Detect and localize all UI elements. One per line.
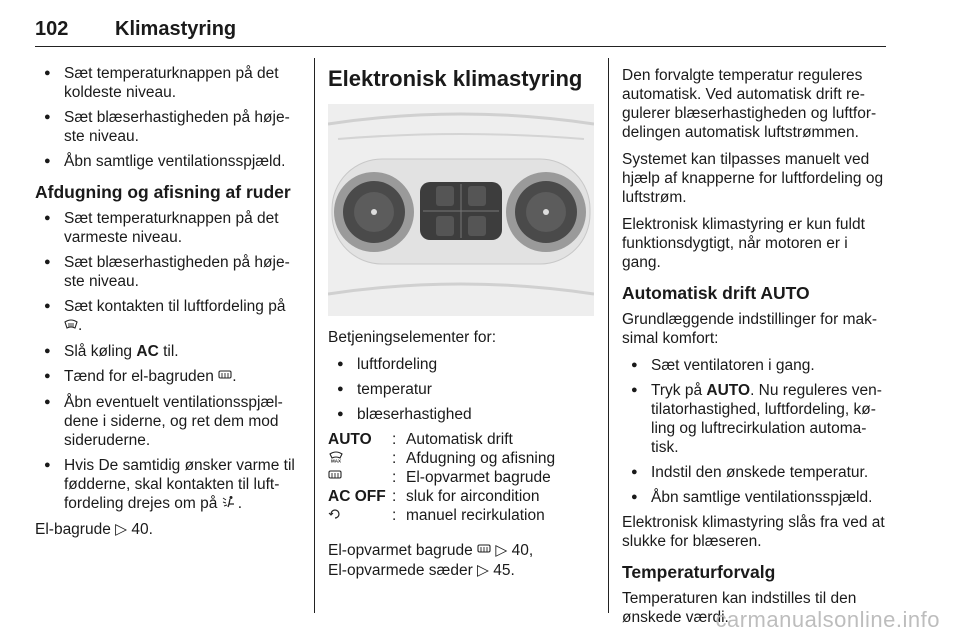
punctuation: . xyxy=(78,317,83,334)
definition-row xyxy=(328,449,596,468)
list-item: ● Sæt blæserhastigheden på høje-ste niveau. xyxy=(35,108,303,146)
column-divider xyxy=(608,58,609,613)
definition-text: sluk for aircondition xyxy=(406,488,540,505)
windscreen-defrost-icon xyxy=(64,317,78,336)
watermark: carmanualsonline.info xyxy=(715,607,940,632)
reference-page: 40. xyxy=(127,521,153,538)
definition-row xyxy=(328,487,596,506)
list-item: ● luftfordeling xyxy=(328,355,596,374)
section-heading-temperature: Temperaturforvalg xyxy=(622,562,776,582)
list-item: ● temperatur xyxy=(328,380,596,399)
list-item: ● Åbn samtlige ventilationsspjæld. xyxy=(622,488,890,507)
list-item: ● Åbn eventuelt ventilationsspjæl-dene i siderne, og ret dem mod sideruderne. xyxy=(35,393,303,450)
list-item xyxy=(35,297,303,336)
list-item xyxy=(35,342,303,361)
column-1 xyxy=(35,58,303,547)
climate-control-panel-illustration xyxy=(328,104,594,316)
column-divider xyxy=(314,58,315,613)
reference-page: 40, xyxy=(507,542,534,559)
recirculation-icon xyxy=(328,506,392,525)
figure-intro: Betjeningselementer for: xyxy=(328,329,497,346)
definition-row xyxy=(328,506,596,525)
definition-text: manuel recirkulation xyxy=(406,507,545,524)
list-item: ● blæserhastighed xyxy=(328,405,596,424)
separator: : xyxy=(392,469,397,486)
reference-text: El-opvarmet bagrude xyxy=(328,542,478,559)
list-item xyxy=(35,456,303,514)
air-distribution-feet-windscreen-icon xyxy=(222,495,238,514)
page-ref-arrow-icon: ▷ xyxy=(115,521,128,538)
svg-text:MAX: MAX xyxy=(331,458,341,463)
separator: : xyxy=(392,450,397,467)
rear-window-heater-icon xyxy=(477,542,491,561)
reference-text: El-bagrude xyxy=(35,521,116,538)
definition-text: El-opvarmet bagrude xyxy=(406,469,551,486)
cross-reference xyxy=(328,541,596,561)
page-number: 102 xyxy=(35,18,69,40)
list-item: ● Indstil den ønskede temperatur. xyxy=(622,463,890,482)
list-item xyxy=(622,381,890,457)
definition-row xyxy=(328,430,596,449)
cross-reference xyxy=(328,561,596,580)
cross-reference xyxy=(35,520,303,539)
separator: : xyxy=(392,507,397,524)
list-item: ● Åbn samtlige ventilationsspjæld. xyxy=(35,152,303,171)
column-2 xyxy=(328,58,596,588)
paragraph: Den forvalgte temperatur reguleres automatisk. Ved automatisk drift re-gulerer blæserhastigheden og luftfor-delingen automatisk luftstrømmen. xyxy=(622,67,877,141)
list-item: ● Sæt temperaturknappen på det koldeste niveau. xyxy=(35,64,303,102)
definition-list xyxy=(328,430,596,525)
reference-page: 45. xyxy=(488,562,515,579)
reference-text: El-opvarmede sæder xyxy=(328,562,478,579)
section-title-electronic-climate: Elektronisk klimastyring xyxy=(328,66,583,91)
list-item: ● Sæt temperaturknappen på det varmeste niveau. xyxy=(35,209,303,247)
punctuation: . xyxy=(237,495,242,512)
list-item-text: . Nu reguleres ven-tilatorhastighed, luftfordeling, kø-ling og luftrecirkulation automa-tisk. xyxy=(651,382,882,456)
list-item-text: Sæt kontakten til luftfordeling på xyxy=(64,298,286,315)
section-heading-defrost: Afdugning og afisning af ruder xyxy=(35,182,291,202)
list-item-text: til. xyxy=(158,343,179,360)
list-item-text: Tryk på xyxy=(651,382,707,399)
ac-off-term: AC OFF xyxy=(328,488,386,505)
page-ref-arrow-icon: ▷ xyxy=(495,542,508,559)
list-item-text: Tænd for el-bagruden xyxy=(64,368,219,385)
definition-text: Afdugning og afisning xyxy=(406,450,556,467)
page-header xyxy=(35,8,886,47)
auto-term: AUTO xyxy=(328,431,372,448)
separator: : xyxy=(392,488,397,505)
separator: : xyxy=(392,431,397,448)
column-3 xyxy=(622,58,890,635)
definition-text: Automatisk drift xyxy=(406,431,513,448)
paragraph: Elektronisk klimastyring slås fra ved at slukke for blæseren. xyxy=(622,514,885,550)
paragraph: Systemet kan tilpasses manuelt ved hjælp af knapperne for luftfordeling og luftstrøm. xyxy=(622,151,884,206)
list-item-text: Slå køling xyxy=(64,343,137,360)
list-item xyxy=(35,367,303,387)
ac-label: AC xyxy=(136,343,159,360)
list-item: ● Sæt blæserhastigheden på høje-ste niveau. xyxy=(35,253,303,291)
rear-window-heater-icon xyxy=(218,368,232,387)
paragraph: Elektronisk klimastyring er kun fuldt funktionsdygtigt, når motoren er i gang. xyxy=(622,216,865,271)
section-heading-auto: Automatisk drift AUTO xyxy=(622,283,810,303)
auto-label: AUTO xyxy=(706,382,751,399)
page-ref-arrow-icon: ▷ xyxy=(477,562,489,579)
definition-row xyxy=(328,468,596,487)
rear-window-heater-icon xyxy=(328,468,392,487)
paragraph: Grundlæggende indstillinger for mak-simal komfort: xyxy=(622,311,878,347)
list-item: ● Sæt ventilatoren i gang. xyxy=(622,356,890,375)
page-title: Klimastyring xyxy=(115,18,237,40)
max-defrost-icon xyxy=(328,449,392,468)
punctuation: . xyxy=(232,368,237,385)
list-item-text: Hvis De samtidig ønsker varme til fødderne, skal kontakten til luft-fordeling drejes om på xyxy=(64,457,295,512)
paragraph: Temperaturen kan indstilles til den ønskede værdi. xyxy=(622,590,857,626)
